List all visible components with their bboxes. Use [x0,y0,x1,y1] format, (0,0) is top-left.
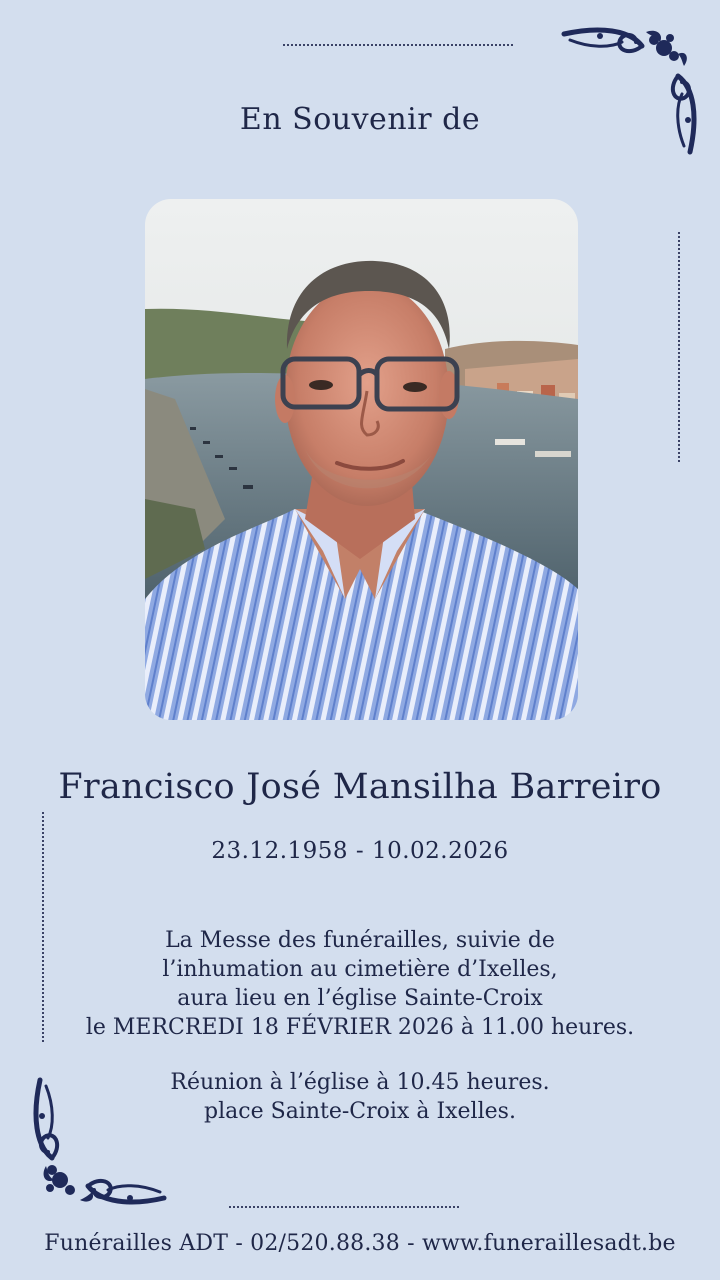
portrait-photo [145,199,578,720]
top-dotted-divider [283,44,513,46]
funeral-home-footer: Funérailles ADT - 02/520.88.38 - www.funeraillesadt.be [44,1231,676,1256]
memorial-heading: En Souvenir de [239,102,481,137]
gathering-line: place Sainte-Croix à Ixelles. [204,1099,516,1124]
corner-ornament-top-right-icon [560,26,700,158]
announcement-line: le MERCREDI 18 FÉVRIER 2026 à 11.00 heures. [85,1015,635,1040]
life-dates: 23.12.1958 - 10.02.2026 [211,838,509,864]
announcement-line: La Messe des funérailles, suivie de [165,928,555,953]
announcement-line: l’inhumation au cimetière d’Ixelles, [162,957,558,982]
gathering-line: Réunion à l’église à 10.45 heures. [170,1070,550,1095]
bottom-dotted-divider [229,1206,459,1208]
deceased-name: Francisco José Mansilha Barreiro [58,767,662,807]
announcement-line: aura lieu en l’église Sainte-Croix [177,986,543,1011]
funeral-announcement [0,926,720,1042]
gathering-info [0,1068,720,1126]
right-dotted-divider [678,232,680,462]
